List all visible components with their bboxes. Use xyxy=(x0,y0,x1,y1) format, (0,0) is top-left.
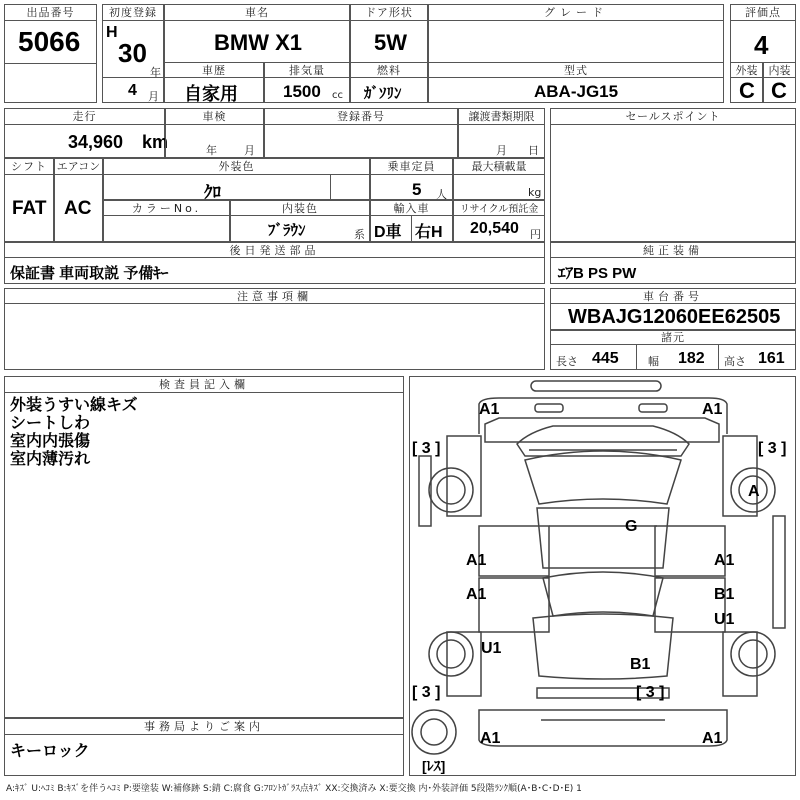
width-label: 幅 xyxy=(648,355,659,368)
fuel: ｶﾞｿﾘﾝ xyxy=(364,85,402,102)
divider xyxy=(718,345,719,370)
inspector-note: 室内薄汚れ xyxy=(10,449,91,468)
color-number-label: カラーNo. xyxy=(103,200,230,216)
lot-blank-box xyxy=(4,63,97,103)
inspector-note: 外装うすい線キズ xyxy=(10,395,138,414)
displacement-label: 排気量 xyxy=(264,62,350,78)
accessories-label: 後日発送部品 xyxy=(4,242,545,258)
mark-front-right: A1 xyxy=(702,401,723,418)
sales-point-box xyxy=(550,108,796,242)
inspection-label: 車検 xyxy=(165,108,264,125)
mark-left-rear-door: A1 xyxy=(466,586,487,603)
mark-rear-right: A1 xyxy=(702,730,723,747)
history-label: 車歴 xyxy=(164,62,264,78)
mark-roof: G xyxy=(625,518,638,535)
office-text: キーロック xyxy=(10,743,90,760)
car-outline-diagram xyxy=(409,376,796,776)
mark-rear-left: A1 xyxy=(480,730,501,747)
divider xyxy=(102,77,164,78)
divider xyxy=(330,175,331,200)
recycle-label: リサイクル預託金 xyxy=(453,200,545,216)
specs-label: 諸元 xyxy=(550,330,796,345)
capacity-label: 乗車定員 xyxy=(370,158,453,175)
mark-trunk: B1 xyxy=(630,656,651,673)
inspector-label: 検査員記入欄 xyxy=(4,376,404,393)
recycle-deposit: 20,540 xyxy=(470,220,519,237)
recycle-unit: 円 xyxy=(530,228,541,241)
mark-left-front-door: A1 xyxy=(466,552,487,569)
score: 4 xyxy=(754,30,769,60)
displacement: 1500 xyxy=(283,82,321,101)
exterior-grade: C xyxy=(739,78,755,103)
office-label: 事務局よりご案内 xyxy=(4,718,404,735)
legend: A:ｷｽﾞ U:ﾍｺﾐ B:ｷｽﾞを伴うﾍｺﾐ P:要塗装 W:補修跡 S:錆 C:腐食 G:ﾌﾛﾝﾄｶﾞﾗｽ点ｷｽﾞ XX:交換済み X:要交換 内･外装評価 5段階ﾗﾝｸ順(A･B･C･D･E) 1 xyxy=(6,784,582,794)
door-type: 5W xyxy=(374,30,407,55)
car-name: BMW X1 xyxy=(214,30,302,55)
shift-label: シフト xyxy=(4,158,54,175)
import-type: D車 xyxy=(374,224,402,241)
displacement-unit: cc xyxy=(332,90,343,101)
chassis-label: 車台番号 xyxy=(550,288,796,304)
sales-point-label: セールスポイント xyxy=(550,108,796,125)
interior-color-suffix: 系 xyxy=(354,228,365,241)
inspection-year-unit: 年 xyxy=(206,144,217,157)
ac-label: エアコン xyxy=(54,158,103,175)
max-load-unit: kg xyxy=(528,186,542,199)
divider xyxy=(636,345,637,370)
mark-right-front-wheel: A xyxy=(748,483,760,500)
import-label: 輸入車 xyxy=(370,200,453,216)
exterior-label: 外装 xyxy=(730,62,763,78)
length-label: 長さ xyxy=(556,355,578,368)
mark-left-rear-fender: U1 xyxy=(481,640,502,657)
interior-color-label: 内装色 xyxy=(230,200,370,216)
model-code: ABA-JG15 xyxy=(534,82,619,101)
tire-depth-front-right: [ 3 ] xyxy=(758,440,787,457)
spare-tire-mark: [ﾚｽ] xyxy=(422,758,446,774)
caution-label: 注意事項欄 xyxy=(4,288,545,304)
month-unit: 月 xyxy=(148,90,159,103)
equipment-label: 純正装備 xyxy=(550,242,796,258)
length: 445 xyxy=(592,350,619,367)
shift: FAT xyxy=(12,198,47,219)
equipment-text: ｴｱB PS PW xyxy=(558,265,637,282)
exterior-color-label: 外装色 xyxy=(103,158,370,175)
height: 161 xyxy=(758,350,785,367)
score-label: 評価点 xyxy=(730,4,796,21)
registration-year: 30 xyxy=(118,38,147,68)
door-label: ドア形状 xyxy=(350,4,428,21)
car-name-label: 車名 xyxy=(164,4,350,21)
mark-right-rear-door: B1 xyxy=(714,586,735,603)
mileage-label: 走行 xyxy=(4,108,165,125)
tire-depth-rear-left: [ 3 ] xyxy=(412,684,441,701)
first-registration-label: 初度登録 xyxy=(102,4,164,21)
exterior-color: ｸﾛ xyxy=(204,183,221,202)
history: 自家用 xyxy=(184,84,238,104)
lot-number: 5066 xyxy=(18,26,81,57)
handle-side: 右H xyxy=(415,224,443,241)
era-mark: H xyxy=(106,24,118,41)
mark-right-rear-wheel-area: U1 xyxy=(714,611,735,628)
grade-label: グレード xyxy=(428,4,724,21)
tire-depth-front-left: [ 3 ] xyxy=(412,440,441,457)
accessories-text: 保証書 車両取説 予備ｷｰ xyxy=(10,265,169,282)
year-unit: 年 xyxy=(150,66,161,79)
registration-month: 4 xyxy=(128,82,137,99)
tire-depth-rear-right: [ 3 ] xyxy=(636,684,665,701)
mileage: 34,960 xyxy=(68,132,124,152)
chassis-number: WBAJG12060EE62505 xyxy=(568,306,781,328)
lot-number-label: 出品番号 xyxy=(4,4,97,21)
inspector-notes xyxy=(10,396,138,468)
transfer-month-unit: 月 xyxy=(496,144,507,157)
transfer-deadline-label: 譲渡書類期限 xyxy=(458,108,545,125)
inspector-note: 室内内張傷 xyxy=(10,431,91,450)
interior-grade: C xyxy=(771,78,787,103)
registration-number-label: 登録番号 xyxy=(264,108,458,125)
fuel-label: 燃料 xyxy=(350,62,428,78)
ac: AC xyxy=(64,198,92,219)
mark-front-left: A1 xyxy=(479,401,500,418)
model-code-label: 型式 xyxy=(428,62,724,78)
interior-label: 内装 xyxy=(763,62,796,78)
interior-color: ﾌﾞﾗｳﾝ xyxy=(268,222,306,239)
mark-right-front-door: A1 xyxy=(714,552,735,569)
transfer-day-unit: 日 xyxy=(528,144,539,157)
height-label: 高さ xyxy=(724,355,746,368)
inspector-note: シートしわ xyxy=(10,413,91,432)
capacity-unit: 人 xyxy=(436,188,447,201)
mileage-unit: km xyxy=(142,132,169,152)
width: 182 xyxy=(678,350,705,367)
inspection-month-unit: 月 xyxy=(244,144,255,157)
capacity: 5 xyxy=(412,180,422,199)
divider xyxy=(411,216,412,242)
max-load-label: 最大積載量 xyxy=(453,158,545,175)
